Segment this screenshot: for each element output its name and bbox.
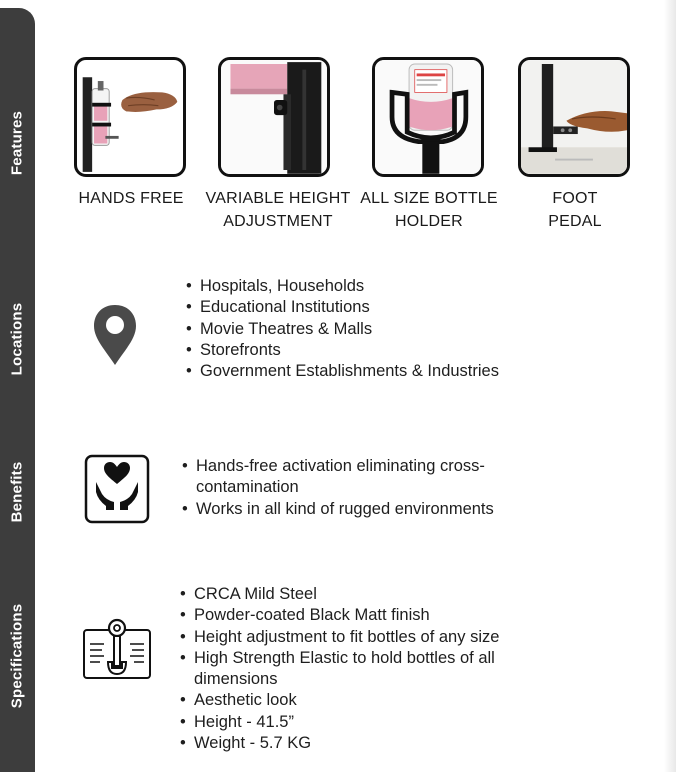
feature-label-line: VARIABLE HEIGHT [205,190,351,207]
sidebar-label-features: Features [8,110,26,176]
list-item: • Weight - 5.7 KG [180,733,499,754]
locations-list [186,276,499,382]
feature-label-bottle-holder [356,187,502,233]
bottle-holder-icon [375,60,481,174]
height-adjust-icon [221,60,327,174]
feature-label-line: FOOT [552,190,598,207]
feature-photo-bottle-holder [372,57,484,177]
sidebar-label-benefits: Benefits [8,461,26,523]
list-item: • Powder-coated Black Matt finish [180,605,499,626]
page-edge [664,0,676,772]
feature-photo-foot-pedal [518,57,630,177]
wrench-blueprint-icon [82,618,152,680]
sidebar-label-specifications: Specifications [8,603,26,709]
feature-label-hands-free [66,187,196,210]
list-item: • Hospitals, Households [186,276,499,297]
list-item: • CRCA Mild Steel [180,584,499,605]
list-item: • Height - 41.5” [180,712,499,733]
specifications-list [180,584,499,754]
hands-heart-icon [84,454,150,524]
section-sidebar [0,8,35,772]
foot-pedal-icon [521,60,627,174]
benefits-list [182,456,494,520]
feature-label-line: ADJUSTMENT [223,213,333,230]
feature-label-line: ALL SIZE BOTTLE [360,190,498,207]
sidebar-label-locations: Locations [8,302,26,376]
feature-label-line: HANDS FREE [78,190,184,207]
list-item: • Aesthetic look [180,690,499,711]
list-item: • Storefronts [186,340,499,361]
list-item: • Movie Theatres & Malls [186,319,499,340]
feature-label-variable-height [200,187,356,233]
list-item: • Height adjustment to fit bottles of any size [180,627,499,648]
list-item: • Government Establishments & Industries [186,361,499,382]
map-pin-icon [92,303,138,367]
feature-label-line: HOLDER [395,213,463,230]
list-item: • High Strength Elastic to hold bottles of all dimensions [180,648,499,691]
hand-under-dispenser-icon [77,60,183,174]
feature-label-foot-pedal [530,187,620,233]
list-item: • Hands-free activation eliminating cross- contamination [182,456,494,499]
list-item: • Works in all kind of rugged environments [182,499,494,520]
list-item: • Educational Institutions [186,297,499,318]
feature-photo-variable-height [218,57,330,177]
feature-photo-hands-free [74,57,186,177]
feature-label-line: PEDAL [548,213,602,230]
